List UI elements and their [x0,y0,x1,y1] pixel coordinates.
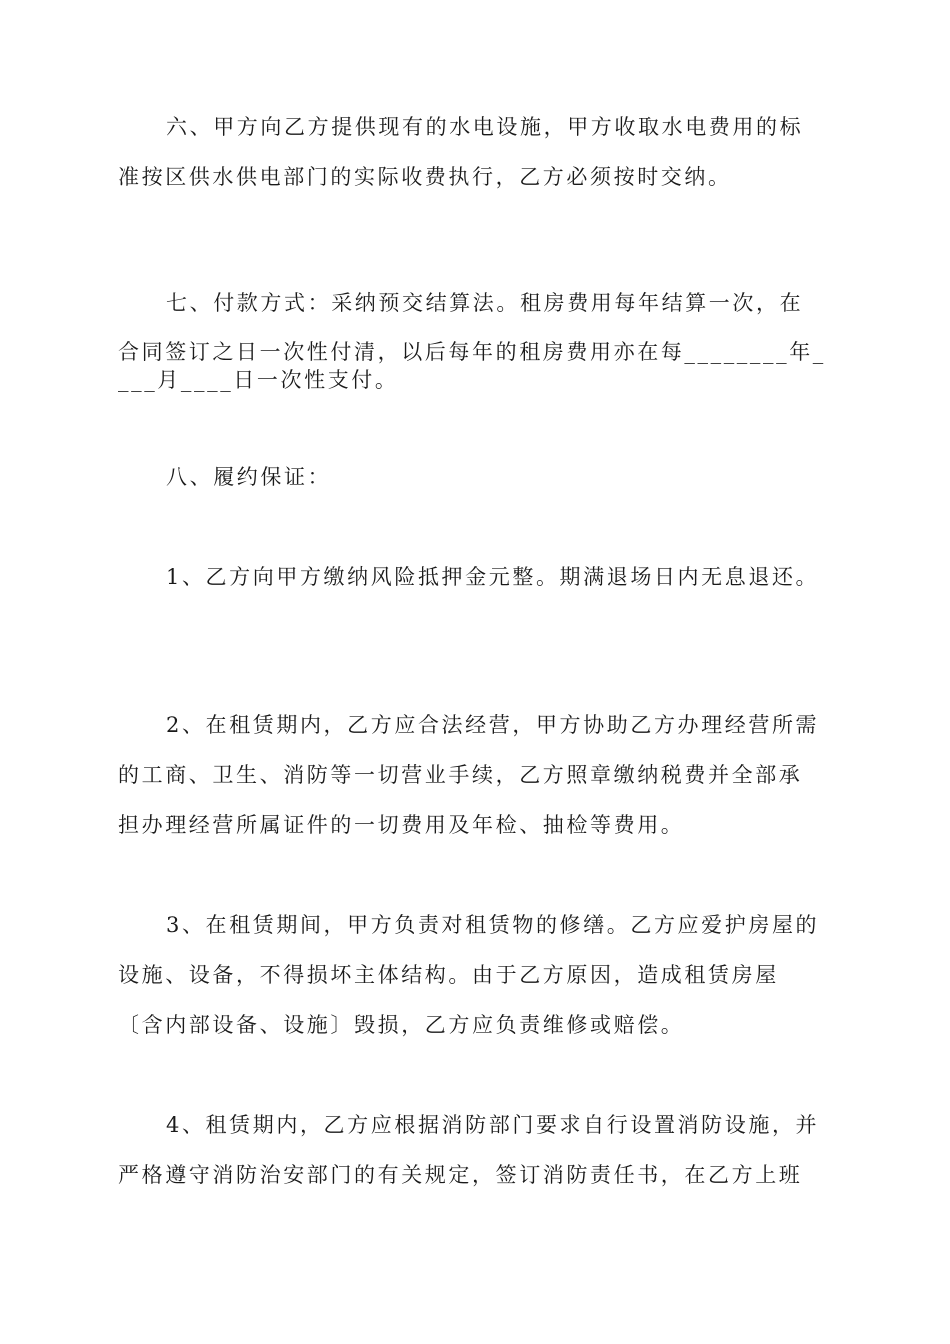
text-line: 1、乙方向甲方缴纳风险抵押金元整。期满退场日内无息退还。 [166,565,820,589]
text-line: 七、付款方式：采纳预交结算法。租房费用每年结算一次，在 [166,291,804,315]
text-line: 4、租赁期内，乙方应根据消防部门要求自行设置消防设施，并 [166,1113,820,1137]
text-line: ___月____日一次性支付。 [118,368,399,392]
section-heading: 八、履约保证： [166,465,332,489]
text-line: 的工商、卫生、消防等一切营业手续，乙方照章缴纳税费并全部承 [118,763,803,787]
text-line: 准按区供水供电部门的实际收费执行，乙方必须按时交纳。 [118,165,732,189]
text-line: 担办理经营所属证件的一切费用及年检、抽检等费用。 [118,813,685,837]
text-line: 〔含内部设备、设施〕毁损，乙方应负责维修或赔偿。 [118,1013,685,1037]
text-line: 设施、设备，不得损坏主体结构。由于乙方原因，造成租赁房屋 [118,963,779,987]
text-line: 严格遵守消防治安部门的有关规定，签订消防责任书，在乙方上班 [118,1163,803,1187]
text-line: 六、甲方向乙方提供现有的水电设施，甲方收取水电费用的标 [166,115,804,139]
text-line: 3、在租赁期间，甲方负责对租赁物的修缮。乙方应爱护房屋的 [166,913,820,937]
text-line: 2、在租赁期内，乙方应合法经营，甲方协助乙方办理经营所需 [166,713,820,737]
text-line: 合同签订之日一次性付清，以后每年的租房费用亦在每________年_ [118,340,826,364]
